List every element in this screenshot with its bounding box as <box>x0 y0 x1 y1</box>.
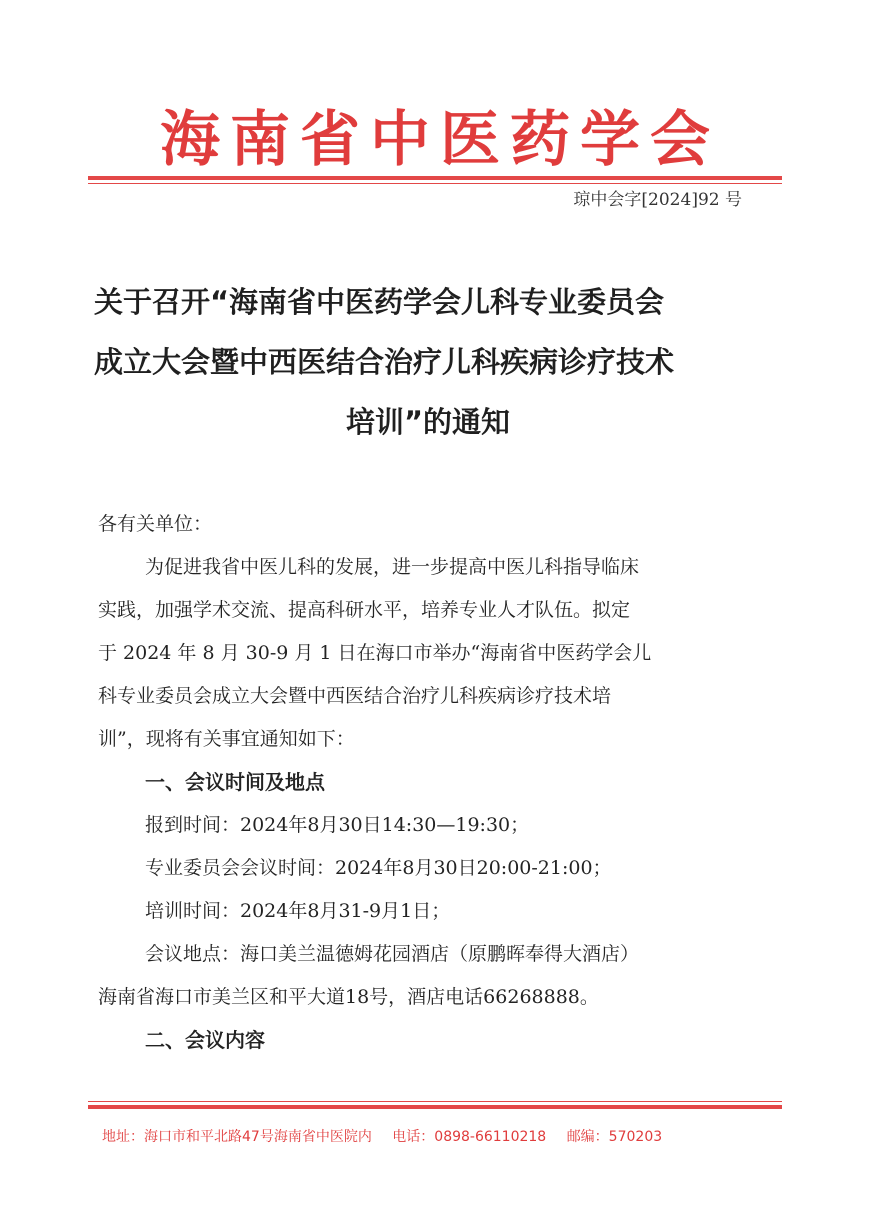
intro-line: 科专业委员会成立大会暨中西医结合治疗儿科疾病诊疗技术培 <box>98 685 612 707</box>
intro-line: 实践，加强学术交流、提高科研水平，培养专业人才队伍。拟定 <box>98 599 631 621</box>
letterhead-divider-thick <box>88 176 782 180</box>
document-title <box>94 272 762 452</box>
schedule-item: 会议地点：海口美兰温德姆花园酒店（原鹏晖奉得大酒店） <box>145 943 640 965</box>
section-heading: 一、会议时间及地点 <box>145 770 325 794</box>
intro-line: 于 2024 年 8 月 30-9 月 1 日在海口市举办“海南省中医药学会儿 <box>98 642 652 664</box>
schedule-item: 报到时间：2024年8月30日14:30—19:30； <box>145 814 530 836</box>
title-line: 成立大会暨中西医结合治疗儿科疾病诊疗技术 <box>94 345 675 379</box>
footer-postcode: 邮编：570203 <box>566 1129 663 1145</box>
title-line: 培训”的通知 <box>345 405 511 439</box>
schedule-item: 培训时间：2024年8月31-9月1日； <box>145 900 451 922</box>
schedule-item: 专业委员会会议时间：2024年8月30日20:00-21:00； <box>145 857 612 879</box>
letterhead-divider-thin <box>88 183 782 184</box>
intro-line: 为促进我省中医儿科的发展，进一步提高中医儿科指导临床 <box>145 556 640 578</box>
letterhead-org-name: 海南省中医药学会 <box>160 105 720 175</box>
footer-divider-thin <box>88 1101 782 1102</box>
footer-contact <box>102 1126 678 1146</box>
footer-address: 地址：海口市和平北路47号海南省中医院内 <box>102 1129 372 1145</box>
footer-divider-thick <box>88 1105 782 1109</box>
footer-phone: 电话：0898-66110218 <box>392 1129 547 1145</box>
document-number: 琼中会字[2024]92 号 <box>573 190 742 210</box>
salutation: 各有关单位： <box>98 513 213 535</box>
title-line: 关于召开“海南省中医药学会儿科专业委员会 <box>94 285 665 319</box>
document-body <box>98 503 768 1062</box>
section-heading: 二、会议内容 <box>145 1028 265 1052</box>
venue-address: 海南省海口市美兰区和平大道18号，酒店电话66268888。 <box>98 986 599 1008</box>
intro-line: 训”，现将有关事宜通知如下： <box>98 728 355 750</box>
